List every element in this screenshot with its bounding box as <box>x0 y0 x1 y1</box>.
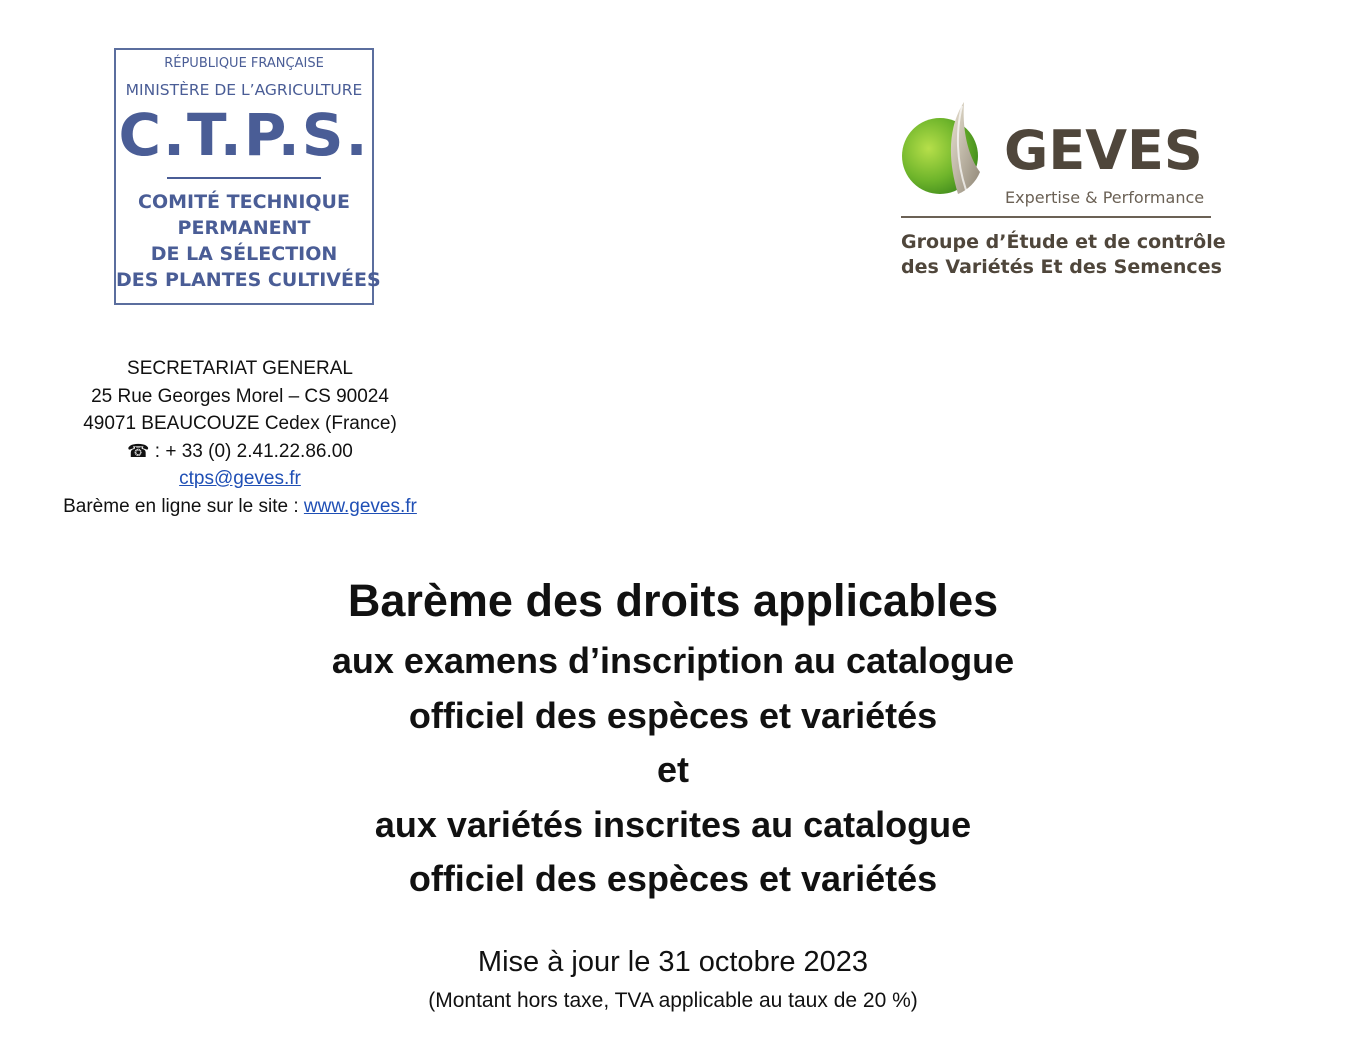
geves-full-name <box>901 230 1226 280</box>
geves-logo <box>898 92 1226 282</box>
title-line-1: aux examens d’inscription au catalogue <box>331 640 1015 681</box>
address-phone-line <box>40 438 440 466</box>
geves-full-line-1: Groupe d’Étude et de contrôle <box>901 231 1226 253</box>
ctps-full-line-4: DES PLANTES CULTIVÉES <box>116 269 381 291</box>
geves-name: GEVES <box>1004 119 1203 182</box>
address-phone: : + 33 (0) 2.41.22.86.00 <box>149 440 353 462</box>
geves-leaf-icon <box>900 94 986 198</box>
title-line-4: aux variétés inscrites au catalogue <box>374 803 972 845</box>
title-line-2: officiel des espèces et variétés <box>408 694 938 736</box>
website-link[interactable]: www.geves.fr <box>303 495 417 517</box>
site-prefix: Barème en ligne sur le site : <box>63 495 304 517</box>
tax-note: (Montant hors taxe, TVA applicable au taux de 20 %) <box>428 989 918 1012</box>
ctps-full-line-1: COMITÉ TECHNIQUE <box>138 191 350 213</box>
address-site-line <box>40 493 440 521</box>
email-link[interactable]: ctps@geves.fr <box>179 468 301 489</box>
ctps-ministere: MINISTÈRE DE L’AGRICULTURE <box>125 81 363 99</box>
ctps-acronym: C.T.P.S. <box>118 101 370 169</box>
update-date: Mise à jour le 31 octobre 2023 <box>477 946 869 978</box>
geves-tagline: Expertise & Performance <box>1005 188 1205 207</box>
ctps-logo <box>114 48 381 305</box>
address-block <box>40 355 440 520</box>
ctps-full-line-3: DE LA SÉLECTION <box>150 243 338 265</box>
ctps-full-line-2: PERMANENT <box>177 217 311 239</box>
address-street: 25 Rue Georges Morel – CS 90024 <box>91 385 389 407</box>
ctps-republique: RÉPUBLIQUE FRANÇAISE <box>164 56 324 71</box>
title-line-5: officiel des espèces et variétés <box>408 858 938 899</box>
address-email-line <box>40 465 440 493</box>
document-title <box>180 570 1166 907</box>
telephone-icon: ☎ <box>127 440 150 462</box>
ctps-divider <box>167 177 321 179</box>
geves-full-line-2: des Variétés Et des Semences <box>901 256 1222 278</box>
address-org: SECRETARIAT GENERAL <box>127 358 353 379</box>
geves-divider <box>901 216 1211 218</box>
title-line-3: et <box>656 749 689 790</box>
address-city: 49071 BEAUCOUZE Cedex (France) <box>83 413 397 434</box>
title-main: Barème des droits applicables <box>347 575 999 626</box>
